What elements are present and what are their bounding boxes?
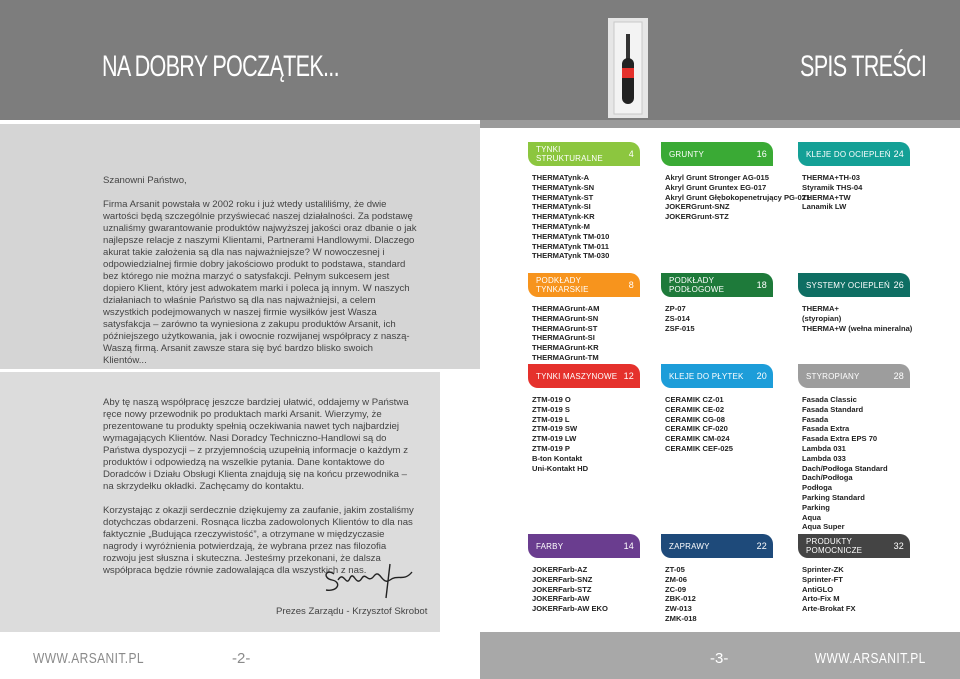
right-footer bbox=[480, 632, 960, 679]
toc-product-item[interactable]: ZTM-019 L bbox=[532, 414, 570, 424]
toc-product-item[interactable]: Sprinter-ZK bbox=[802, 565, 844, 574]
toc-section-title: ZAPRAWY bbox=[669, 541, 710, 551]
toc-section-title: KLEJE DO OCIEPLEŃ bbox=[806, 149, 891, 159]
page-number: -3- bbox=[710, 650, 729, 667]
toc-product-list bbox=[661, 395, 773, 454]
toc-product-item[interactable]: ZT-05 bbox=[665, 565, 685, 574]
toc-product-item[interactable]: JOKERFarb-AW EKO bbox=[532, 604, 608, 614]
toc-product-item[interactable]: Aqua bbox=[802, 512, 821, 522]
toc-section bbox=[798, 273, 913, 333]
toc-section bbox=[661, 273, 773, 333]
toc-product-list bbox=[528, 173, 640, 261]
toc-product-item[interactable]: CERAMIK CE-02 bbox=[665, 404, 725, 414]
toc-product-item[interactable]: THERMAGrunt-SI bbox=[532, 333, 595, 343]
toc-product-item[interactable]: JOKERFarb-AZ bbox=[532, 565, 588, 574]
toc-product-item[interactable]: Fasada bbox=[802, 414, 829, 424]
toc-product-item[interactable]: THERMATynk-SN bbox=[532, 182, 595, 192]
toc-section-page: 4 bbox=[628, 149, 634, 159]
toc-product-item[interactable]: THERMA+W (wełna mineralna) bbox=[802, 323, 913, 333]
toc-section bbox=[528, 273, 640, 363]
toc-section-page: 12 bbox=[623, 371, 634, 381]
signer-name: Prezes Zarządu - Krzysztof Skrobot bbox=[276, 606, 428, 617]
toc-product-item[interactable]: CERAMIK CM-024 bbox=[665, 434, 730, 444]
toc-section bbox=[798, 142, 910, 212]
toc-section-page: 28 bbox=[893, 371, 904, 381]
toc-product-item[interactable]: ZTM-019 P bbox=[532, 443, 570, 453]
toc-product-item[interactable]: Fasada Standard bbox=[802, 404, 864, 414]
toc-product-item[interactable]: ZSF-015 bbox=[665, 323, 695, 333]
toc-section-title: SYSTEMY OCIEPLEŃ bbox=[806, 280, 890, 290]
toc-product-item[interactable]: Fasada Extra bbox=[802, 424, 850, 434]
toc-product-item[interactable]: THERMAGrunt-AM bbox=[532, 304, 600, 313]
toc-product-item[interactable]: Sprinter-FT bbox=[802, 574, 843, 584]
toc-section bbox=[528, 534, 640, 614]
toc-section bbox=[661, 142, 811, 222]
toc-product-item[interactable]: Uni-Kontakt HD bbox=[532, 463, 589, 473]
toc-product-item[interactable]: CERAMIK CG-08 bbox=[665, 414, 725, 424]
toc-product-item[interactable]: Akryl Grunt Stronger AG-015 bbox=[665, 173, 769, 182]
toc-product-item[interactable]: THERMATynk-SI bbox=[532, 202, 591, 212]
toc-section-title: PODKŁADY PODŁOGOWE bbox=[669, 276, 725, 294]
toc-section-page: 16 bbox=[756, 149, 767, 159]
toc-product-item[interactable]: (styropian) bbox=[802, 313, 842, 323]
toc-product-item[interactable]: Parking bbox=[802, 502, 830, 512]
toc-product-item[interactable]: Lanamik LW bbox=[802, 202, 847, 212]
toc-product-list bbox=[798, 173, 910, 212]
toc-product-item[interactable]: THERMATynk TM-011 bbox=[532, 241, 609, 251]
toc-section-header[interactable] bbox=[798, 534, 910, 558]
trowel-image bbox=[608, 18, 648, 118]
toc-section-header[interactable] bbox=[798, 273, 910, 297]
toc-product-item[interactable]: CERAMIK CF-020 bbox=[665, 424, 728, 434]
toc-product-list bbox=[661, 304, 773, 333]
toc-product-item[interactable]: Lambda 033 bbox=[802, 453, 846, 463]
toc-product-item[interactable]: Aqua Super bbox=[802, 522, 845, 532]
toc-section-page: 18 bbox=[756, 280, 767, 290]
toc-product-item[interactable]: Parking Standard bbox=[802, 492, 865, 502]
toc-section bbox=[798, 364, 910, 532]
toc-product-item[interactable]: JOKERFarb-SNZ bbox=[532, 574, 593, 584]
toc-product-item[interactable]: JOKERGrunt-SNZ bbox=[665, 202, 730, 212]
toc-product-item[interactable]: ZTM-019 LW bbox=[532, 434, 577, 444]
toc-section-title: STYROPIANY bbox=[806, 371, 860, 381]
toc-product-item[interactable]: THERMATynk-A bbox=[532, 173, 590, 182]
toc-section-page: 22 bbox=[756, 541, 767, 551]
toc-section-header[interactable] bbox=[528, 364, 640, 388]
toc-product-list bbox=[798, 565, 910, 614]
toc-section-page: 14 bbox=[623, 541, 634, 551]
toc-product-list bbox=[528, 304, 640, 363]
toc-product-list bbox=[528, 565, 640, 614]
toc-section-title: GRUNTY bbox=[669, 149, 704, 159]
header-strip bbox=[480, 120, 960, 128]
toc-section-header[interactable] bbox=[661, 534, 773, 558]
toc-section-header[interactable] bbox=[528, 142, 640, 166]
toc-product-item[interactable]: ZMK-018 bbox=[665, 613, 697, 623]
toc-product-item[interactable]: JOKERFarb-STZ bbox=[532, 584, 592, 594]
toc-product-list bbox=[661, 173, 811, 222]
intro-text bbox=[103, 175, 419, 379]
toc-section-title: TYNKI MASZYNOWE bbox=[536, 371, 618, 381]
toc-section-page: 8 bbox=[628, 280, 634, 290]
website-link[interactable]: WWW.ARSANIT.PL bbox=[33, 650, 144, 667]
toc-product-item[interactable]: THERMA+TW bbox=[802, 192, 851, 202]
right-page bbox=[480, 0, 960, 679]
toc-product-list bbox=[661, 565, 773, 624]
toc-section-title: KLEJE DO PŁYTEK bbox=[669, 371, 744, 381]
toc-product-item[interactable]: Podłoga bbox=[802, 483, 832, 493]
toc-product-item[interactable]: ZBK-012 bbox=[665, 594, 696, 604]
toc-product-item[interactable]: ZS-014 bbox=[665, 313, 690, 323]
toc-product-item[interactable]: Akryl Grunt Gruntex EG-017 bbox=[665, 182, 767, 192]
toc-section-header[interactable] bbox=[528, 534, 640, 558]
toc-product-list bbox=[528, 395, 640, 473]
toc-section bbox=[528, 142, 640, 261]
page-title: NA DOBRY POCZĄTEK... bbox=[102, 50, 339, 83]
toc-product-item[interactable]: ZTM-019 O bbox=[532, 395, 571, 404]
page-number: -2- bbox=[232, 650, 251, 667]
toc-product-item[interactable]: ZTM-019 SW bbox=[532, 424, 578, 434]
lower-paragraph-2: Korzystając z okazji serdecznie dziękujemy za zaufanie, jakim zostaliśmy dotychczas obdarzeni. Rosnąca liczba zadowolonych Klientów to dla nas faktycznie „Budująca rzeczywistość”, a otrzymane w międzyczasie nagrody i wyróżnienia potwierdzają, że wybrana przez nas filozofia rozwoju jest słuszna i skuteczna. Jesteśmy przekonani, że dalsza współpraca będzie równie zadowalająca dla wszystkich z nas. bbox=[103, 505, 414, 576]
toc-product-item[interactable]: THERMAGrunt-ST bbox=[532, 323, 598, 333]
toc-product-item[interactable]: ZM-06 bbox=[665, 574, 687, 584]
toc-product-item[interactable]: ZC-09 bbox=[665, 584, 687, 594]
right-header bbox=[480, 0, 960, 120]
toc-section-header[interactable] bbox=[661, 273, 773, 297]
toc-section-header[interactable] bbox=[661, 364, 773, 388]
toc-section-header[interactable] bbox=[798, 364, 910, 388]
greeting: Szanowni Państwo, bbox=[103, 175, 187, 186]
toc-product-item[interactable]: Dach/Podłoga Standard bbox=[802, 463, 888, 473]
left-header bbox=[0, 0, 480, 120]
decorative-swoosh bbox=[0, 150, 480, 170]
toc-product-list bbox=[798, 395, 910, 532]
toc-section-title: PRODUKTY POMOCNICZE bbox=[806, 537, 863, 555]
toc-section-header[interactable] bbox=[528, 273, 640, 297]
toc-section bbox=[528, 364, 640, 473]
toc-product-item[interactable]: ZP-07 bbox=[665, 304, 686, 313]
intro-paragraph: Firma Arsanit powstała w 2002 roku i już wtedy ustaliliśmy, że dwie wartości będą szczególnie przyświecać naszej działalności. Za podstawę uznaliśmy gwarantowanie produktów najwyższej jakości oraz dbanie o jak najlepsze relacje z naszymi Klientami, Partnerami Handlowymi. Dlaczego akurat takie założenia są dla nas najważniejsze? W nowoczesnej i odpowiedzialnej firmie dobry jakościowo produkt to podstawa, standard bez którego nie można marzyć o satysfakcji. Pełnym sukcesem jest dopiero Klient, który jest adwokatem marki i poleca ją innym. W naszych działaniach to właśnie Państwo są dla nas najważniejsi, a celem wszystkich podejmowanych w naszej firmie wysiłków jest Wasza satysfakcja – zarówno ta wyniesiona z zakupu produktów Arsanit, ich późniejszego użytkowania, jak i owocnie rozwijanej współpracy z naszą-Waszą firmą. Arsanit zawsze stara się być bardzo blisko swoich Klientów... bbox=[103, 199, 417, 366]
toc-product-item[interactable]: THERMAGrunt-KR bbox=[532, 343, 599, 353]
toc-product-item[interactable]: Akryl Grunt Głębokopenetrujący PG-021 bbox=[665, 192, 811, 202]
toc-product-item[interactable]: JOKERGrunt-STZ bbox=[665, 212, 729, 222]
toc-product-item[interactable]: CERAMIK CZ-01 bbox=[665, 395, 724, 404]
toc-product-item[interactable]: THERMA+ bbox=[802, 304, 839, 313]
toc-product-item[interactable]: AntiGLO bbox=[802, 584, 834, 594]
toc-product-item[interactable]: Fasada Classic bbox=[802, 395, 857, 404]
left-footer bbox=[0, 632, 480, 679]
toc-product-item[interactable]: Fasada Extra EPS 70 bbox=[802, 434, 878, 444]
toc-product-item[interactable]: THERMATynk-KR bbox=[532, 212, 595, 222]
toc-product-item[interactable]: Arte-Brokat FX bbox=[802, 604, 856, 614]
toc-product-item[interactable]: Dach/Podłoga bbox=[802, 473, 853, 483]
lower-paragraph-1: Aby tę naszą współpracę jeszcze bardziej ułatwić, oddajemy w Państwa ręce nowy przewodnik po produktach marki Arsanit. Wierzymy, że prezentowane tu produkty spełnią oczekiwania nawet tych najbardziej wymagających Klientów. Nasi Doradcy Techniczno-Handlowi są do Państwa dyspozycji – z przyjemnością uzupełnią informacje o każdym z produktów i odpowiedzą na wszelkie pytania. Dane kontaktowe do Doradców i Działu Obsługi Klienta znajdują się na końcu przewodnika – na skrzydełku okładki. Zachęcamy do kontaktu. bbox=[103, 397, 409, 492]
toc-section-page: 20 bbox=[756, 371, 767, 381]
signature-image bbox=[320, 560, 420, 600]
toc-section-page: 26 bbox=[893, 280, 904, 290]
toc-section-page: 32 bbox=[893, 541, 904, 551]
toc-product-item[interactable]: ZW-013 bbox=[665, 604, 692, 614]
toc-section bbox=[798, 534, 910, 614]
toc-product-item[interactable]: Styramik THS-04 bbox=[802, 182, 863, 192]
toc-product-item[interactable]: Arto-Fix M bbox=[802, 594, 840, 604]
toc-section-header[interactable] bbox=[661, 142, 773, 166]
toc-section bbox=[661, 364, 773, 454]
toc-section-title: FARBY bbox=[536, 541, 564, 551]
toc-product-list bbox=[798, 304, 913, 333]
toc-section-title: TYNKI STRUKTURALNE bbox=[536, 145, 603, 163]
toc-product-item[interactable]: THERMAGrunt-TM bbox=[532, 352, 599, 362]
toc-product-item[interactable]: Lambda 031 bbox=[802, 443, 846, 453]
toc-product-item[interactable]: THERMATynk-ST bbox=[532, 192, 594, 202]
toc-product-item[interactable]: B-ton Kontakt bbox=[532, 453, 583, 463]
toc-section-header[interactable] bbox=[798, 142, 910, 166]
toc-product-item[interactable]: THERMATynk TM-010 bbox=[532, 231, 610, 241]
toc-section-page: 24 bbox=[893, 149, 904, 159]
toc-product-item[interactable]: ZTM-019 S bbox=[532, 404, 570, 414]
toc-product-item[interactable]: JOKERFarb-AW bbox=[532, 594, 590, 604]
toc-section bbox=[661, 534, 773, 624]
toc-product-item[interactable]: THERMA+TH-03 bbox=[802, 173, 861, 182]
toc-product-item[interactable]: CERAMIK CEF-025 bbox=[665, 443, 733, 453]
toc-product-item[interactable]: THERMATynk-M bbox=[532, 221, 590, 231]
toc-product-item[interactable]: THERMAGrunt-SN bbox=[532, 313, 599, 323]
toc-section-title: PODKŁADY TYNKARSKIE bbox=[536, 276, 589, 294]
website-link[interactable]: WWW.ARSANIT.PL bbox=[815, 650, 926, 667]
page-title: SPIS TREŚCI bbox=[799, 50, 926, 83]
toc-product-item[interactable]: THERMATynk TM-030 bbox=[532, 251, 610, 261]
